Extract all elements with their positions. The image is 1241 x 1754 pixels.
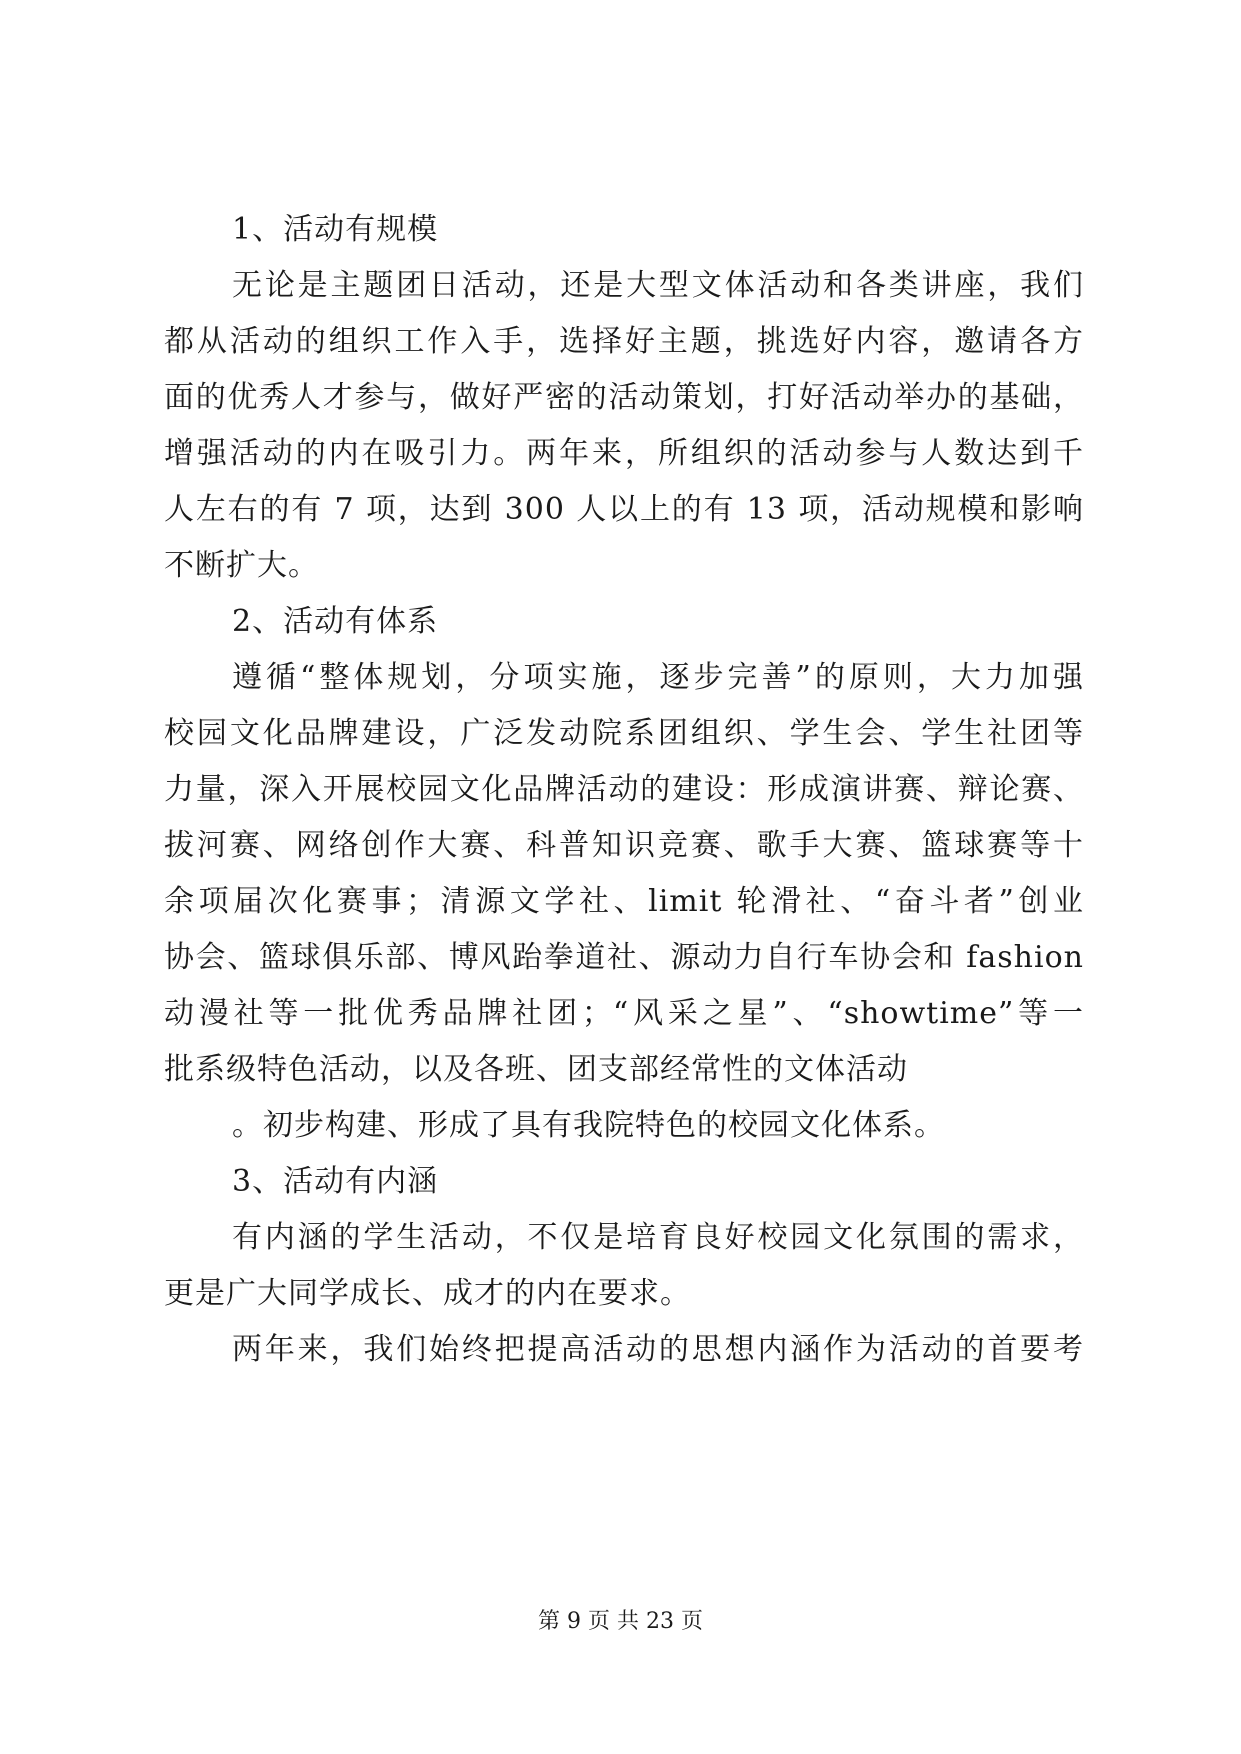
paragraph-line: 面的优秀人才参与，做好严密的活动策划，打好活动举办的基础， xyxy=(164,380,1084,415)
paragraph-line: 拔河赛、网络创作大赛、科普知识竞赛、歌手大赛、篮球赛等十 xyxy=(164,828,1084,863)
paragraph-line: 。初步构建、形成了具有我院特色的校园文化体系。 xyxy=(232,1108,945,1143)
paragraph-line: 两年来，我们始终把提高活动的思想内涵作为活动的首要考 xyxy=(232,1332,1084,1367)
paragraph-line: 校园文化品牌建设，广泛发动院系团组织、学生会、学生社团等 xyxy=(164,716,1084,751)
paragraph-line: 力量，深入开展校园文化品牌活动的建设：形成演讲赛、辩论赛、 xyxy=(164,772,1084,807)
paragraph-line: 不断扩大。 xyxy=(164,548,319,583)
paragraph-line: 动漫社等一批优秀品牌社团；“风采之星”、“showtime”等一 xyxy=(164,996,1084,1031)
page-number-footer: 第 9 页 共 23 页 xyxy=(538,1609,703,1634)
paragraph-line: 协会、篮球俱乐部、博风跆拳道社、源动力自行车协会和 fashion xyxy=(164,940,1084,975)
paragraph-line: 有内涵的学生活动，不仅是培育良好校园文化氛围的需求， xyxy=(232,1220,1084,1255)
paragraph-line: 更是广大同学成长、成才的内在要求。 xyxy=(164,1276,691,1311)
section-heading-2: 2、活动有体系 xyxy=(232,604,439,639)
paragraph-line: 无论是主题团日活动，还是大型文体活动和各类讲座，我们 xyxy=(232,268,1084,303)
paragraph-line: 批系级特色活动，以及各班、团支部经常性的文体活动 xyxy=(164,1052,908,1087)
paragraph-line: 余项届次化赛事；清源文学社、limit 轮滑社、“奋斗者”创业 xyxy=(164,884,1084,919)
paragraph-line: 人左右的有 7 项，达到 300 人以上的有 13 项，活动规模和影响 xyxy=(164,492,1084,527)
section-heading-1: 1、活动有规模 xyxy=(232,212,439,247)
section-heading-3: 3、活动有内涵 xyxy=(232,1164,439,1199)
paragraph-line: 遵循“整体规划，分项实施，逐步完善”的原则，大力加强 xyxy=(232,660,1084,695)
paragraph-line: 增强活动的内在吸引力。两年来，所组织的活动参与人数达到千 xyxy=(164,436,1084,471)
paragraph-line: 都从活动的组织工作入手，选择好主题，挑选好内容，邀请各方 xyxy=(164,324,1084,359)
